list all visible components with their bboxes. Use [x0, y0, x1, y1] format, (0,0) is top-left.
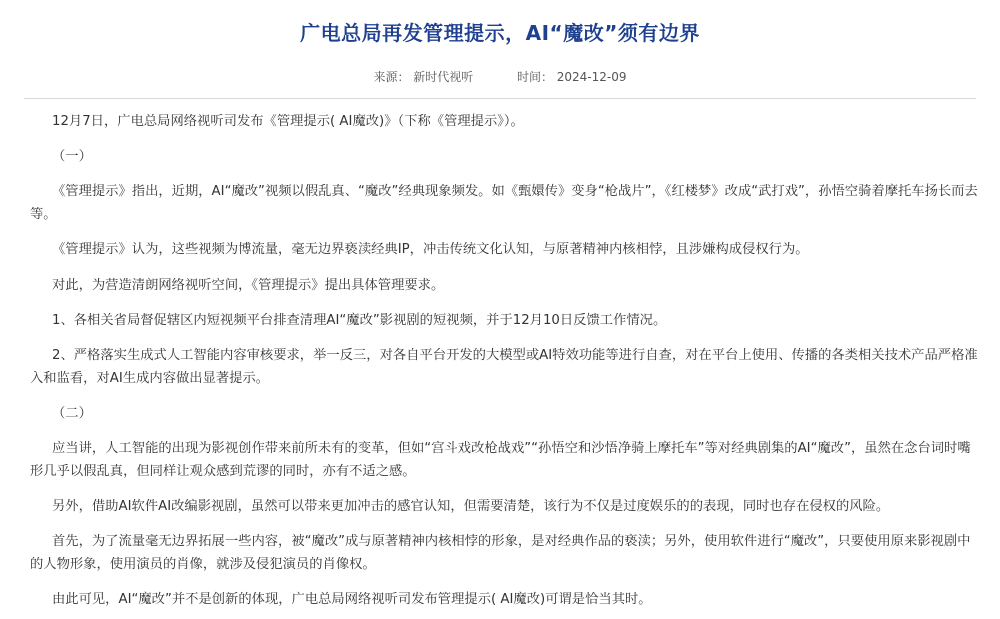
- paragraph: 12月7日，广电总局网络视听司发布《管理提示( AI魔改)》（下称《管理提示》）。: [52, 114, 524, 129]
- header-divider: [24, 98, 976, 99]
- paragraph: 另外，借助AI软件AI改编影视剧，虽然可以带来更加冲击的感官认知，但需要清楚，该行为不仅是过度娱乐的的表现，同时也存在侵权的风险。: [52, 499, 890, 515]
- paragraph: 《管理提示》指出，近期，AI“魔改”视频以假乱真、“魔改”经典现象频发。如《甄嬛传》变身“枪战片”，《红楼梦》改成“武打戏”，孙悟空骑着摩托车扬长而去等。: [30, 184, 978, 223]
- paragraph: 首先，为了流量毫无边界拓展一些内容，被“魔改”成与原著精神内核相悖的形象，是对经典作品的亵渎；另外，使用软件进行“魔改”，只要使用原来影视剧中的人物形象，使用演员的肖像，就涉及侵犯演员的肖像权。: [30, 534, 971, 573]
- paragraph: 由此可见，AI“魔改”并不是创新的体现，广电总局网络视听司发布管理提示( AI魔改)可谓是恰当其时。: [52, 592, 652, 608]
- article-source: 来源： 新时代视听: [373, 70, 474, 84]
- article-body: [0, 111, 1000, 612]
- article-meta: [0, 68, 1000, 86]
- paragraph: 2、严格落实生成式人工智能内容审核要求，举一反三，对各自平台开发的大模型或AI特效功能等进行自查，对在平台上使用、传播的各类相关技术产品严格准入和监看，对AI生成内容做出显著提示。: [30, 347, 978, 386]
- section-heading: （二）: [52, 405, 92, 421]
- paragraph: 《管理提示》认为，这些视频为博流量，毫无边界亵渎经典IP，冲击传统文化认知，与原著精神内核相悖，且涉嫌构成侵权行为。: [52, 242, 809, 258]
- paragraph: 应当讲，人工智能的出现为影视创作带来前所未有的变革，但如“宫斗戏改枪战戏”“孙悟空和沙悟净骑上摩托车”等对经典剧集的AI“魔改”，虽然在念台词时嘴形几乎以假乱真，但同样让观众感到荒谬的同时，亦有不适之感。: [30, 441, 971, 479]
- paragraph: 1、各相关省局督促辖区内短视频平台排查清理AI“魔改”影视剧的短视频，并于12月10日反馈工作情况。: [52, 312, 667, 328]
- article-time: 时间： 2024-12-09: [516, 70, 627, 84]
- article-title: 广电总局再发管理提示，AI“魔改”须有边界: [300, 21, 700, 45]
- section-heading: （一）: [52, 149, 92, 165]
- paragraph: 对此，为营造清朗网络视听空间，《管理提示》提出具体管理要求。: [52, 277, 445, 293]
